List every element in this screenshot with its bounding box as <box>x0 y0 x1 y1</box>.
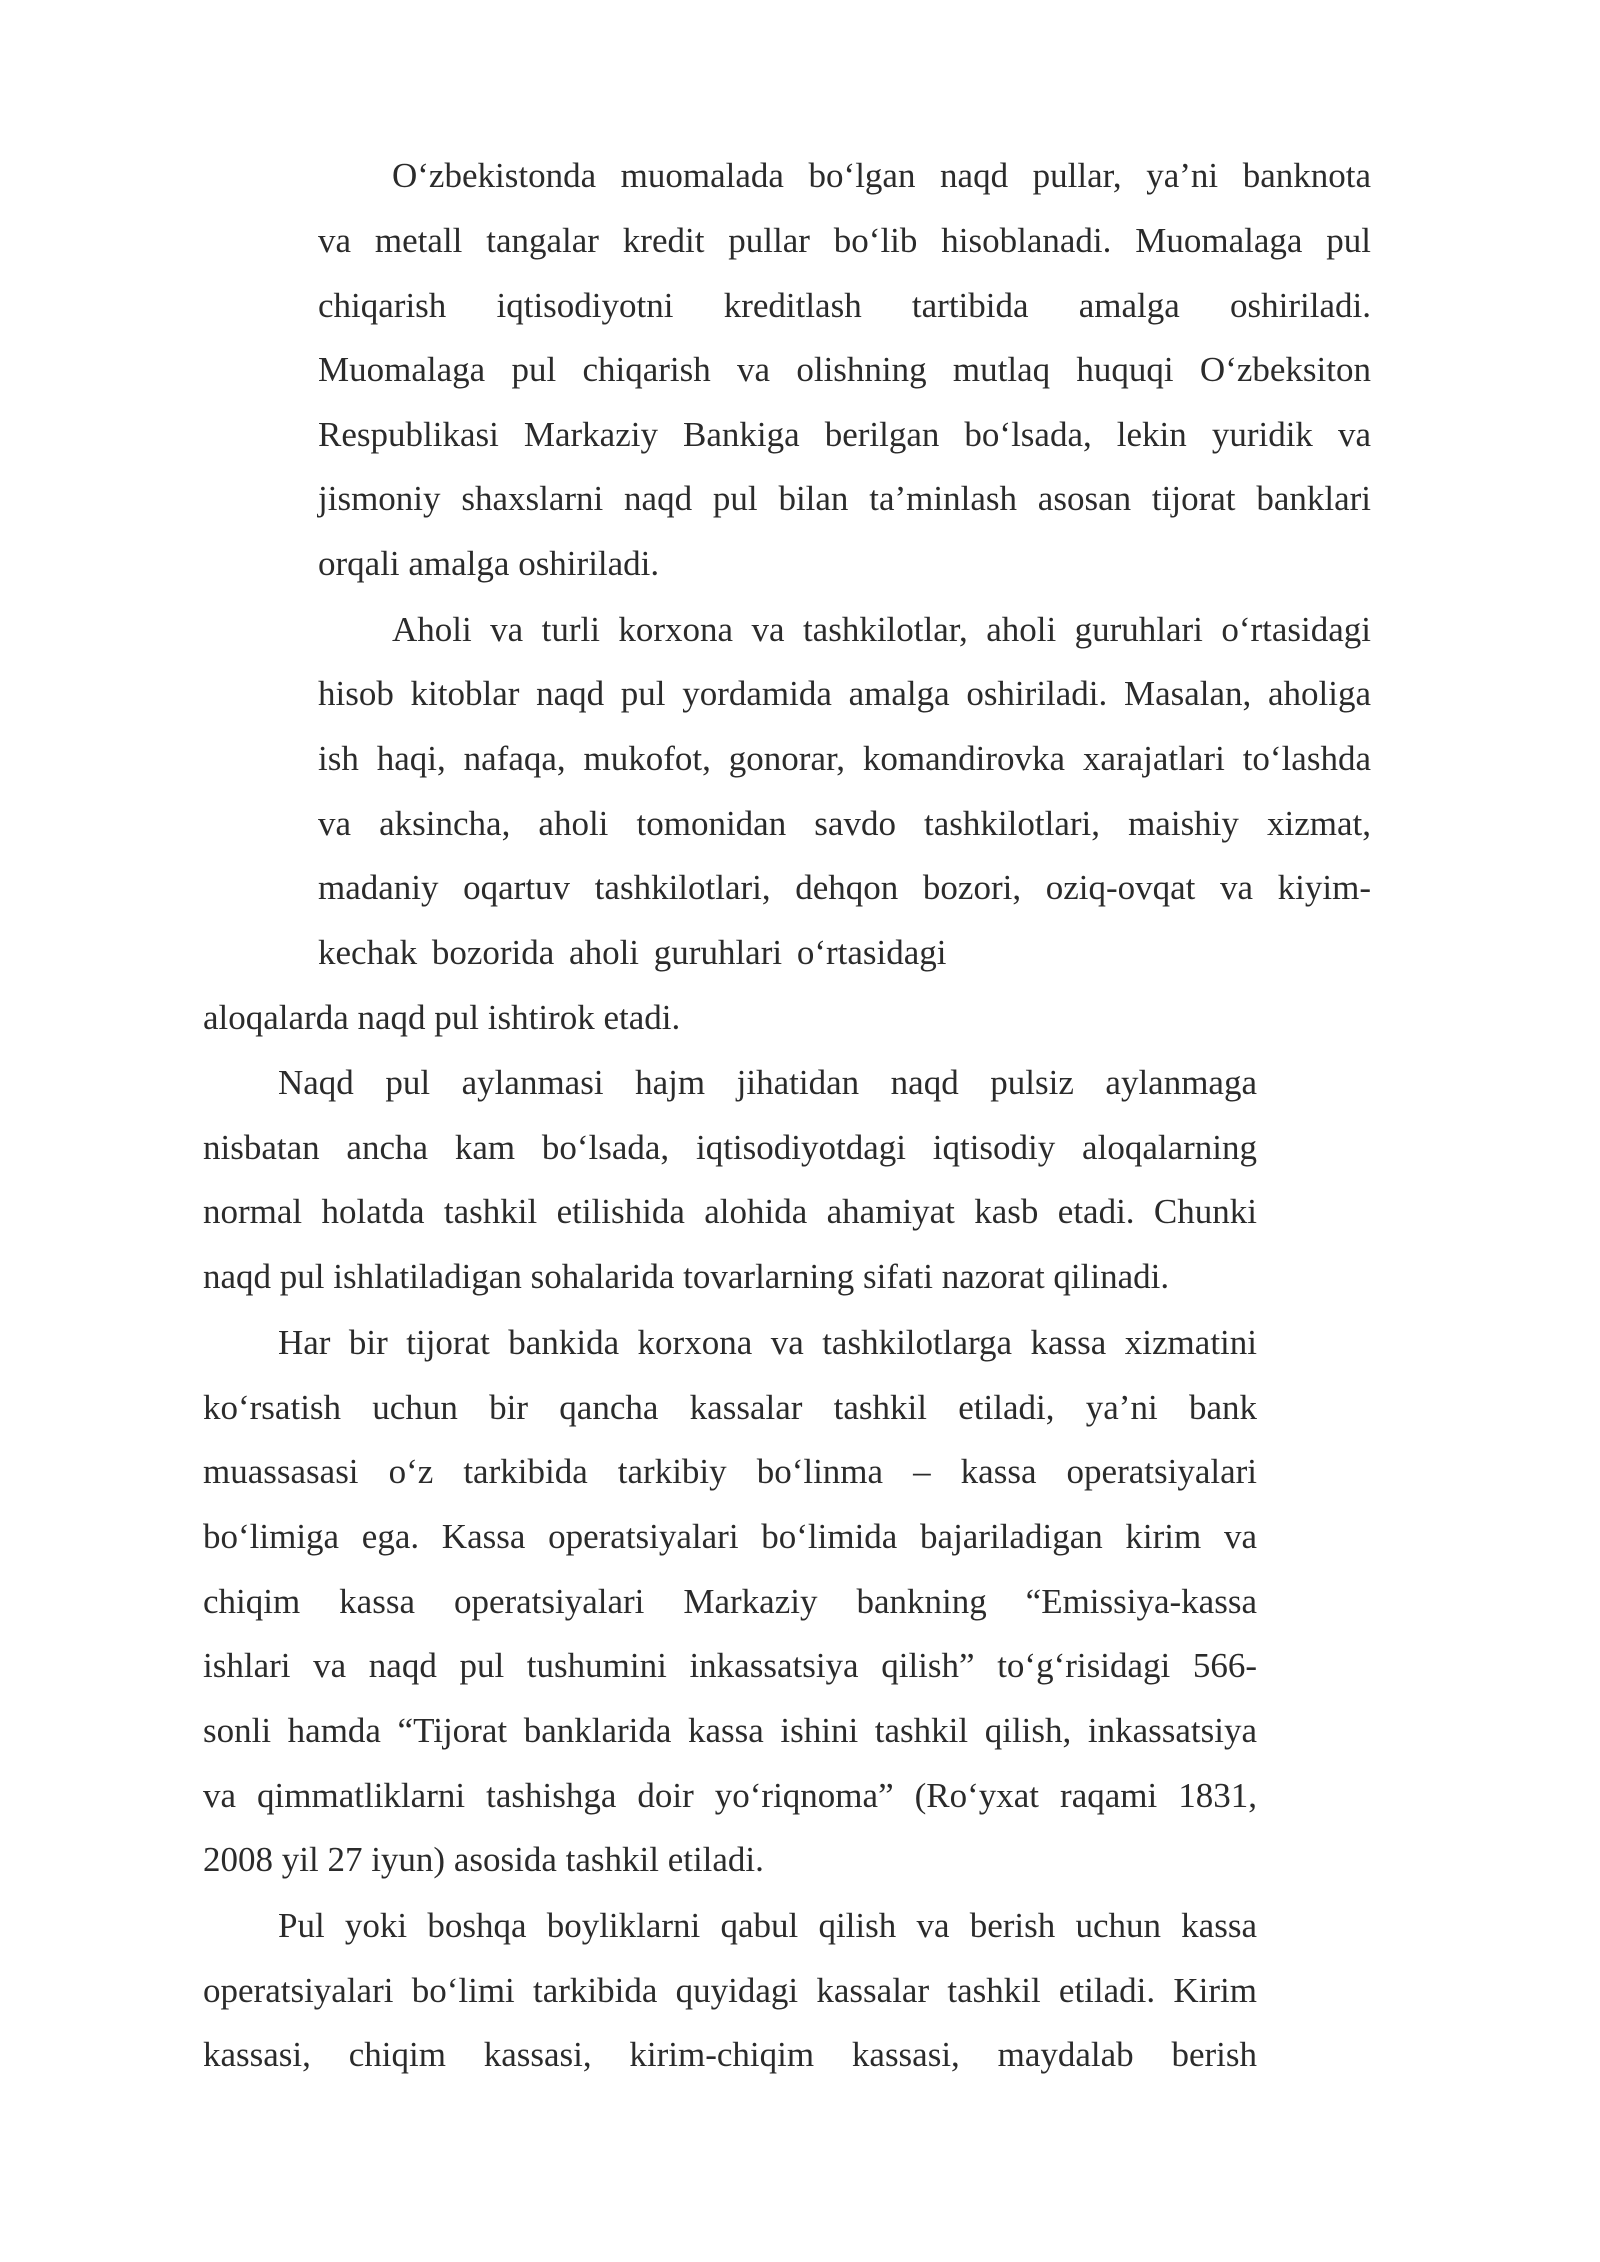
text-line: kechak bozorida aholi guruhlari o‘rtasidagi <box>318 933 947 972</box>
text-line: ko‘rsatish uchun bir qancha kassalar tashkil etiladi, ya’ni bank <box>203 1388 1257 1427</box>
text-line: Pul yoki boshqa boyliklarni qabul qilish va berish uchun kassa <box>278 1906 1257 1945</box>
text-line: normal holatda tashkil etilishida alohida ahamiyat kasb etadi. Chunki <box>203 1192 1257 1231</box>
text-line: Naqd pul aylanmasi hajm jihatidan naqd pulsiz aylanmaga <box>278 1063 1257 1102</box>
text-line: O‘zbekistonda muomalada bo‘lgan naqd pullar, ya’ni banknota <box>392 156 1371 195</box>
text-line: Muomalaga pul chiqarish va olishning mutlaq huquqi O‘zbeksiton <box>318 350 1371 389</box>
text-line: Respublikasi Markaziy Bankiga berilgan bo‘lsada, lekin yuridik va <box>318 415 1371 454</box>
text-line: sonli hamda “Tijorat banklarida kassa ishini tashkil qilish, inkassatsiya <box>203 1711 1257 1750</box>
text-line: Aholi va turli korxona va tashkilotlar, aholi guruhlari o‘rtasidagi <box>392 610 1371 649</box>
text-line: naqd pul ishlatiladigan sohalarida tovarlarning sifati nazorat qilinadi. <box>203 1257 1170 1296</box>
text-line: va metall tangalar kredit pullar bo‘lib hisoblanadi. Muomalaga pul <box>318 221 1371 260</box>
text-line: operatsiyalari bo‘limi tarkibida quyidagi kassalar tashkil etiladi. Kirim <box>203 1971 1257 2010</box>
text-line: kassasi, chiqim kassasi, kirim-chiqim kassasi, maydalab berish <box>203 2035 1257 2074</box>
text-line: va qimmatliklarni tashishga doir yo‘riqnoma” (Ro‘yxat raqami 1831, <box>203 1776 1257 1815</box>
text-line: ishlari va naqd pul tushumini inkassatsiya qilish” to‘g‘risidagi 566- <box>203 1646 1257 1685</box>
text-line: Har bir tijorat bankida korxona va tashkilotlarga kassa xizmatini <box>278 1323 1257 1362</box>
text-line: chiqim kassa operatsiyalari Markaziy bankning “Emissiya-kassa <box>203 1582 1257 1621</box>
text-line: ish haqi, nafaqa, mukofot, gonorar, komandirovka xarajatlari to‘lashda <box>318 739 1371 778</box>
text-line: madaniy oqartuv tashkilotlari, dehqon bozori, oziq-ovqat va kiyim- <box>318 868 1371 907</box>
text-line: bo‘limiga ega. Kassa operatsiyalari bo‘limida bajariladigan kirim va <box>203 1517 1257 1556</box>
text-line: orqali amalga oshiriladi. <box>318 544 660 583</box>
text-line: chiqarish iqtisodiyotni kreditlash tartibida amalga oshiriladi. <box>318 286 1371 325</box>
text-line: nisbatan ancha kam bo‘lsada, iqtisodiyotdagi iqtisodiy aloqalarning <box>203 1128 1257 1167</box>
text-line: va aksincha, aholi tomonidan savdo tashkilotlari, maishiy xizmat, <box>318 804 1371 843</box>
text-line: muassasasi o‘z tarkibida tarkibiy bo‘linma – kassa operatsiyalari <box>203 1452 1257 1491</box>
text-line: hisob kitoblar naqd pul yordamida amalga oshiriladi. Masalan, aholiga <box>318 674 1371 713</box>
text-line: jismoniy shaxslarni naqd pul bilan ta’minlash asosan tijorat banklari <box>318 479 1371 518</box>
text-line: 2008 yil 27 iyun) asosida tashkil etiladi. <box>203 1840 764 1879</box>
text-line: aloqalarda naqd pul ishtirok etadi. <box>203 998 681 1037</box>
